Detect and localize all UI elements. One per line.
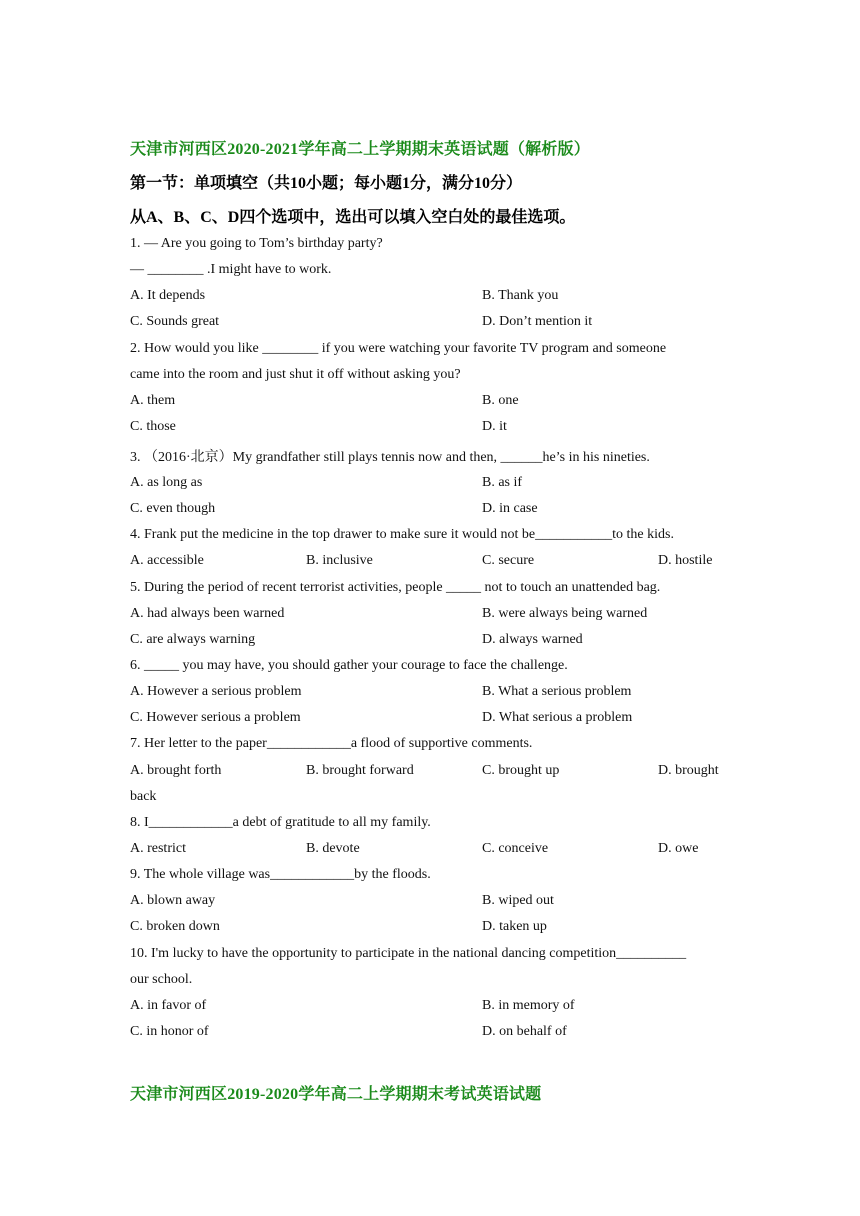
question-9-option-b: B. wiped out [482, 893, 554, 908]
question-4-option-d: D. hostile [658, 553, 713, 568]
question-1-option-d: D. Don’t mention it [482, 314, 593, 329]
question-10-option-a: A. in favor of [130, 998, 207, 1013]
question-2-stem-2: came into the room and just shut it off without asking you? [130, 367, 461, 382]
question-3-option-a: A. as long as [130, 475, 203, 490]
question-7-option-d-wrap: back [130, 789, 157, 804]
question-9-option-d: D. taken up [482, 919, 547, 934]
question-3-option-c: C. even though [130, 501, 216, 516]
question-8-stem-1: 8. I____________a debt of gratitude to all my family. [130, 815, 431, 830]
question-7-option-a: A. brought forth [130, 763, 222, 778]
question-8-option-d: D. owe [658, 841, 699, 856]
question-7-stem-1: 7. Her letter to the paper____________a flood of supportive comments. [130, 736, 533, 751]
question-7-option-c: C. brought up [482, 763, 560, 778]
question-4-stem-1: 4. Frank put the medicine in the top drawer to make sure it would not be___________to the kids. [130, 527, 674, 542]
question-9-option-a: A. blown away [130, 893, 216, 908]
question-1-stem-1: 1. — Are you going to Tom’s birthday party? [130, 236, 383, 251]
question-2-option-b: B. one [482, 393, 519, 408]
question-10-stem-1: 10. I'm lucky to have the opportunity to participate in the national dancing competition__________ [130, 946, 687, 961]
question-7-option-d: D. brought [658, 763, 719, 778]
question-6-option-c: C. However serious a problem [130, 710, 301, 725]
question-10-option-c: C. in honor of [130, 1024, 209, 1039]
question-2-option-d: D. it [482, 419, 507, 434]
question-6-option-a: A. However a serious problem [130, 684, 302, 699]
question-1-option-b: B. Thank you [482, 288, 559, 303]
question-3-option-b: B. as if [482, 475, 523, 490]
question-2-option-c: C. those [130, 419, 176, 434]
question-10-stem-2: our school. [130, 972, 193, 987]
section-heading: 第一节：单项填空（共10小题；每小题1分，满分10分） [130, 175, 523, 192]
question-6-stem-1: 6. _____ you may have, you should gather your courage to face the challenge. [130, 658, 568, 673]
question-9-option-c: C. broken down [130, 919, 220, 934]
question-6-option-d: D. What serious a problem [482, 710, 633, 725]
question-6-option-b: B. What a serious problem [482, 684, 632, 699]
question-10-option-b: B. in memory of [482, 998, 575, 1013]
document-title: 天津市河西区2020-2021学年高二上学期期末英语试题（解析版） [130, 141, 590, 158]
instruction-text: 从A、B、C、D四个选项中，选出可以填入空白处的最佳选项。 [130, 209, 576, 226]
question-5-option-d: D. always warned [482, 632, 583, 647]
question-10-option-d: D. on behalf of [482, 1024, 567, 1039]
question-3-option-d: D. in case [482, 501, 538, 516]
next-document-title: 天津市河西区2019-2020学年高二上学期期末考试英语试题 [130, 1086, 542, 1103]
question-5-option-a: A. had always been warned [130, 606, 285, 621]
question-4-option-a: A. accessible [130, 553, 204, 568]
question-8-option-c: C. conceive [482, 841, 549, 856]
question-3-stem-1: 3. （2016·北京）My grandfather still plays tennis now and then, ______he’s in his nineties. [130, 450, 650, 465]
question-5-option-b: B. were always being warned [482, 606, 648, 621]
question-2-stem-1: 2. How would you like ________ if you were watching your favorite TV program and someone [130, 341, 667, 356]
question-8-option-b: B. devote [306, 841, 360, 856]
question-8-option-a: A. restrict [130, 841, 186, 856]
question-9-stem-1: 9. The whole village was____________by the floods. [130, 867, 431, 882]
question-4-option-b: B. inclusive [306, 553, 373, 568]
question-5-option-c: C. are always warning [130, 632, 256, 647]
question-7-option-b: B. brought forward [306, 763, 414, 778]
question-5-stem-1: 5. During the period of recent terrorist activities, people _____ not to touch an unattended bag. [130, 580, 661, 595]
question-2-option-a: A. them [130, 393, 176, 408]
question-1-stem-2: — ________ .I might have to work. [130, 262, 332, 277]
question-1-option-c: C. Sounds great [130, 314, 220, 329]
question-1-option-a: A. It depends [130, 288, 206, 303]
question-4-option-c: C. secure [482, 553, 535, 568]
